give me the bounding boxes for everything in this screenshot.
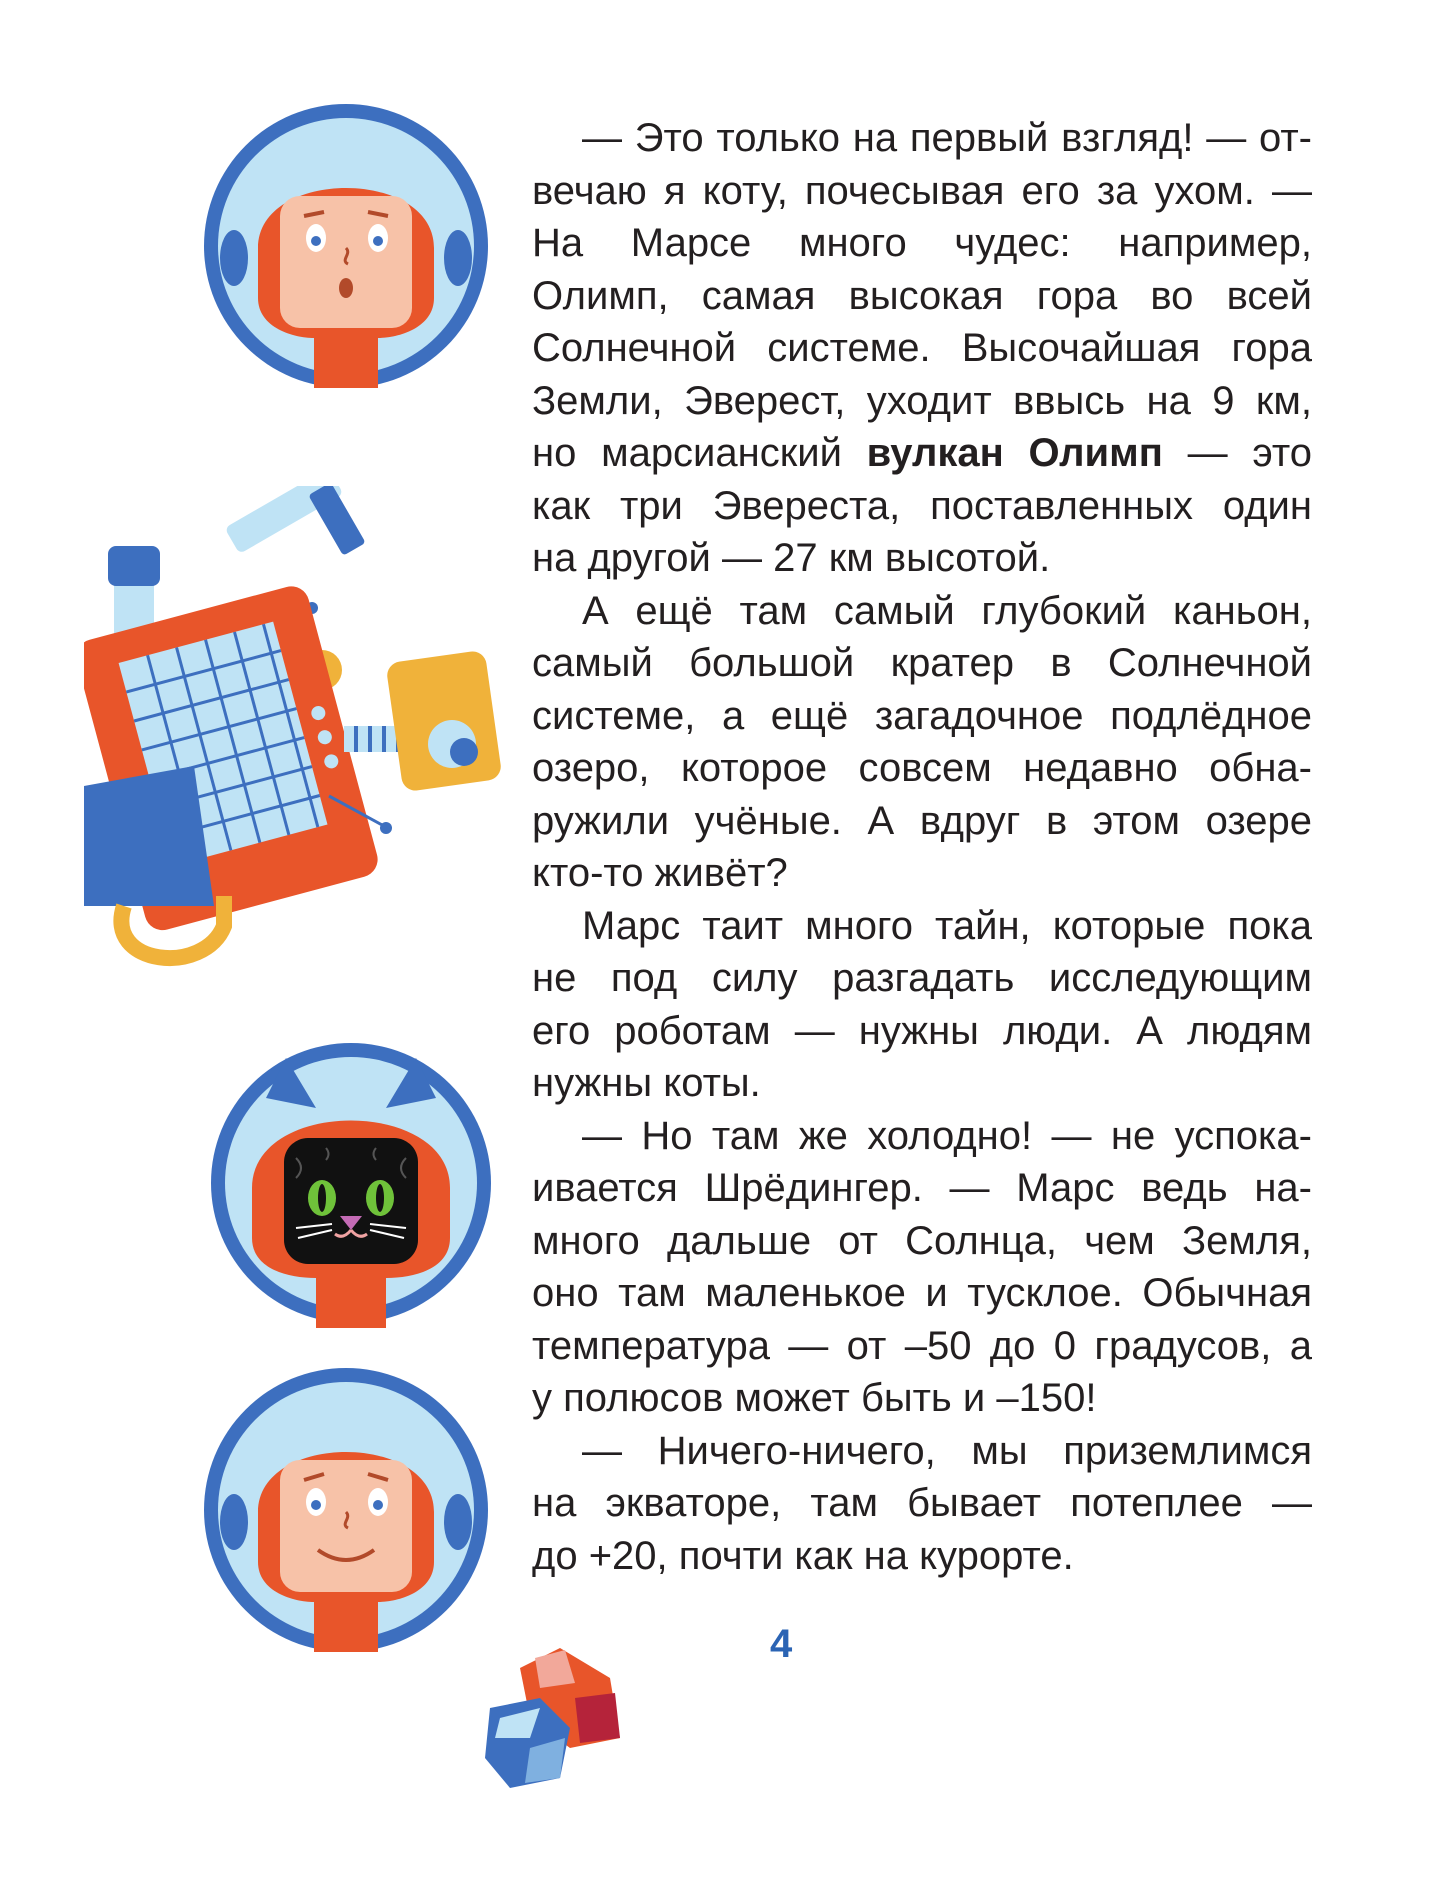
bold-term: вулкан Олимп [866, 431, 1163, 475]
text-line: нужны коты. [532, 1061, 761, 1105]
mars-rock-crystal-illustration [480, 1638, 630, 1788]
text-line: кто-то живёт? [532, 851, 788, 895]
text-line: на экваторе, там бывает потеплее — [532, 1481, 1312, 1525]
paragraph [532, 1110, 1312, 1425]
paragraph [532, 585, 1312, 900]
text-line: как три Эвереста, поставленных один [532, 483, 1312, 528]
text-line: много дальше от Солнца, чем Земля, [532, 1218, 1312, 1263]
paragraph [532, 112, 1312, 585]
paragraph [532, 1425, 1312, 1583]
text-line: ивается Шрёдингер. — Марс ведь на- [532, 1166, 1312, 1210]
cat-astronaut-illustration [206, 1038, 496, 1328]
text-line: на другой — 27 км высотой. [532, 536, 1051, 580]
text-line: не под силу разгадать исследующим [532, 956, 1312, 1000]
text-line: ружили учёные. А вдруг в этом озере [532, 798, 1312, 843]
text-line: Земли, Эверест, уходит ввысь на 9 км, [532, 378, 1312, 423]
text-line: но марсианский вулкан Олимп — это [532, 431, 1313, 475]
text-line: температура — от –50 до 0 градусов, а [532, 1323, 1312, 1368]
text-line: самый большой кратер в Солнечной [532, 641, 1312, 685]
text-line: у полюсов может быть и –150! [532, 1376, 1097, 1420]
astronaut-boy-surprised-illustration [198, 98, 494, 394]
text-line: На Марсе много чудес: например, [532, 221, 1312, 265]
page-number: 4 [770, 1622, 793, 1666]
text-line: до +20, почти как на курорте. [532, 1533, 1074, 1578]
text-line: Солнечной системе. Высочайшая гора [532, 326, 1312, 370]
text-line: оно там маленькое и тусклое. Обычная [532, 1271, 1312, 1315]
text-line: — Ничего-ничего, мы приземлимся [582, 1428, 1312, 1473]
text-line: системе, а ещё загадочное подлёдное [532, 693, 1312, 738]
story-text [532, 112, 1312, 1582]
text-line: озеро, которое совсем недавно обна- [532, 746, 1312, 790]
text-line: А ещё там самый глубокий каньон, [582, 588, 1312, 633]
text-line: его роботам — нужны люди. А людям [532, 1008, 1312, 1053]
text-line: Марс таит много тайн, которые пока [582, 903, 1312, 948]
text-line: — Но там же холодно! — не успока- [582, 1113, 1312, 1158]
paragraph [532, 900, 1312, 1110]
text-line: — Это только на первый взгляд! — от- [582, 116, 1312, 160]
text-line: вечаю я коту, почесывая его за ухом. — [532, 168, 1312, 213]
astronaut-boy-smiling-illustration [198, 1362, 494, 1658]
text-line: Олимп, самая высокая гора во всей [532, 273, 1312, 318]
robot-illustration [84, 486, 504, 976]
